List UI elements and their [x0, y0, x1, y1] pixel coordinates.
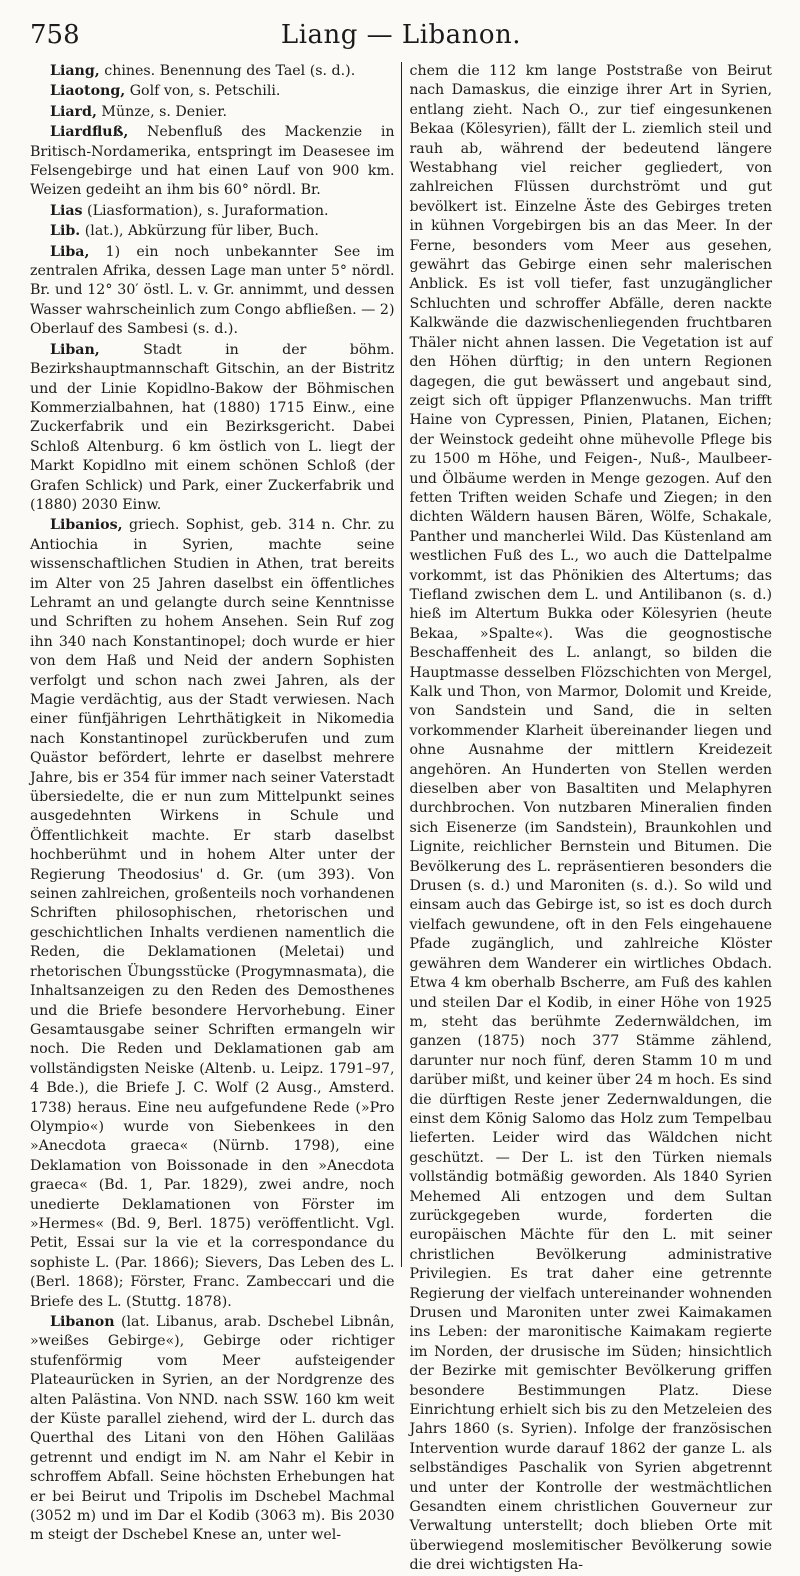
entry-text: (lat. Libanus, arab. Dschebel Libnân, »weißes Gebirge«), Gebirge oder richtiger stufenförmig vom Meer aufsteigender Plateaurücken in Syrien, an der Nordgrenze des alten Palästina. Von NND. nach SSW. 160 km weit der Küste parallel ziehend, wird der L. durch das Querthal des Litani von den Höhen Galiläas getrennt und endigt im N. am Nahr el Kebir in schroffem Abfall. Seine höchsten Erhebungen hat er bei Beirut und Tripolis im Dschebel Machmal (3052 m) und im Dar el Kodib (3063 m). Bis 2030 m steigt der Dschebel Knese an, unter wel-	[30, 1314, 395, 1544]
entry-text: chines. Benennung des Tael (s. d.).	[99, 63, 356, 79]
entry-lemma: Liaotong,	[50, 83, 126, 100]
dictionary-entry	[30, 222, 395, 241]
dictionary-entry	[30, 243, 395, 340]
page-header	[30, 14, 772, 58]
dictionary-entry	[30, 341, 395, 516]
entry-text: Nebenfluß des Mackenzie in Britisch-Nordamerika, entspringt im Deasesee im Felsengebirge und hat einen Lauf von 900 km. Weizen gedeiht an ihm bis 60° nördl. Br.	[30, 124, 395, 199]
left-column	[30, 62, 401, 1544]
entry-text: griech. Sophist, geb. 314 n. Chr. zu Antiochia in Syrien, machte seine wissenschaftlichen Studien in Athen, trat bereits im Alter von 25 Jahren daselbst ein öffentliches Lehramt an und gelangte durch seine Kenntnisse und Schriften zu hohem Ansehen. Sein Ruf zog ihn 340 nach Konstantinopel; doch wurde er hier von dem Haß und Neid der andern Sophisten verfolgt und schon nach zwei Jahren, als der Magie verdächtig, aus der Stadt verwiesen. Nach einer fünfjährigen Lehrthätigkeit in Nikomedia nach Konstantinopel zurückberufen und zum Quästor befördert, lehrte er daselbst mehrere Jahre, bis er 354 für immer nach seiner Vaterstadt übersiedelte, die er nun zum Mittelpunkt seines ausgedehnten Wirkens in Schule und Öffentlichkeit machte. Er starb daselbst hochberühmt und in hohem Alter unter der Regierung Theodosius' d. Gr. (um 393). Von seinen zahlreichen, großenteils noch vorhandenen Schriften philosophischen, rhetorischen und geschichtlichen Inhalts verdienen namentlich die Reden, die Deklamationen (Meletai) und rhetorischen Übungsstücke (Progymnasmata), die Inhaltsanzeigen zu den Reden des Demosthenes und die Briefe besondere Hervorhebung. Einer Gesamtausgabe seiner Schriften ermangeln wir noch. Die Reden und Deklamationen gab am vollständigsten Neiske (Altenb. u. Leipz. 1791–97, 4 Bde.), die Briefe J. C. Wolf (2 Ausg., Amsterd. 1738) heraus. Eine neu aufgefundene Rede (»Pro Olympio«) wurde von Siebenkees in den »Anecdota graeca« (Nürnb. 1798), eine Deklamation von Boissonade in den »Anecdota graeca« (Bd. 1, Par. 1829), zwei andre, noch unedierte Deklamationen von Förster im »Hermes« (Bd. 9, Berl. 1875) veröffentlicht. Vgl. Petit, Essai sur la vie et la correspondance du sophiste L. (Par. 1866); Sievers, Das Leben des L. (Berl. 1868); Förster, Franc. Zambeccari und die Briefe des L. (Stuttg. 1878).	[30, 517, 395, 1310]
entry-lemma: Liardfluß,	[50, 124, 129, 141]
entry-continuation: chem die 112 km lange Poststraße von Beirut nach Damaskus, die einzige ihrer Art in Syrien, entlang zieht. Nach O., zur tief eingesunkenen Bekaa (Kölesyrien), fällt der L. ziemlich steil und rauh ab, während der bedeutend längere Westabhang viel reicher gegliedert, von zahlreichen Flüssen durchströmt und gut bevölkert ist. Einzelne Äste des Gebirges treten in kühnen Vorgebirgen bis an das Meer. In der Ferne, besonders vom Meer aus gesehen, gewährt das Gebirge einen sehr malerischen Anblick. Es ist voll tiefer, fast unzugänglicher Schluchten und schroffer Abfälle, deren nackte Kalkwände die dazwischenliegenden fruchtbaren Thäler nicht ahnen lassen. Die Vegetation ist auf den Höhen dürftig; in den untern Regionen dagegen, die gut bewässert und angebaut sind, zeigt sich oft üppiger Pflanzenwuchs. Man trifft Haine von Cypressen, Pinien, Platanen, Eichen; der Weinstock gedeiht ohne mühevolle Pflege bis zu 1500 m Höhe, und Feigen-, Nuß-, Maulbeer- und Ölbäume werden in Menge gezogen. Auf den fetten Triften weiden Schafe und Ziegen; in den dichten Wäldern hausen Bären, Wölfe, Schakale, Panther und mancherlei Wild. Das Küstenland am westlichen Fuß des L., wo auch die Dattelpalme vorkommt, ist das Phönikien des Altertums; das Tiefland zwischen dem L. und Antilibanon (s. d.) hieß im Altertum Bukka oder Kölesyrien (heute Bekaa, »Spalte«). Was die geognostische Beschaffenheit des L. anlangt, so bilden die Hauptmasse desselben Flözschichten von Mergel, Kalk und Thon, von Marmor, Dolomit und Kreide, von Sandstein und Sand, die in selten vorkommender Klarheit übereinander liegen und ohne Ausnahme der mittlern Kreidezeit angehören. An Hunderten von Stellen werden dieselben aber von Basaltiten und Melaphyren durchbrochen. Von nutzbaren Mineralien finden sich Eisenerze (im Sandstein), Braunkohlen und Lignite, reichlicher Bernstein und Bitumen. Die Bevölkerung des L. repräsentieren besonders die Drusen (s. d.) und Maroniten (s. d.). So wild und einsam auch das Gebirge ist, so ist es doch durch vielfach gewundene, oft in den Fels eingehauene Pfade zugänglich, und zahlreiche Klöster gewähren dem Wanderer ein wirtliches Obdach. Etwa 4 km oberhalb Bscherre, am Fuß des kahlen und steilen Dar el Kodib, in einer Höhe von 1925 m, steht das berühmte Zedernwäldchen, im ganzen (1875) noch 377 Stämme zählend, darunter nur noch fünf, deren Stamm 10 m und darüber mißt, und keiner über 24 m hoch. Es sind die dürftigen Reste jener Zedernwaldungen, die einst dem König Salomo das Holz zum Tempelbau lieferten. Leider wird das Wäldchen nicht geschützt. — Der L. ist den Türken niemals vollständig botmäßig geworden. Als 1840 Syrien Mehemed Ali entzogen und dem Sultan zurückgegeben wurde, forderten die europäischen Mächte für den L. mit seiner christlichen Bevölkerung administrative Privilegien. Es trat daher eine getrennte Regierung der vielfach untereinander wohnenden Drusen und Maroniten unter zwei Kaimakamen ins Leben: der maronitische Kaimakam regierte im Norden, der drusische im Süden; hinsichtlich der Bezirke mit gemischter Bevölkerung griffen besondere Bestimmungen Platz. Diese Einrichtung erhielt sich bis zu den Metzeleien des Jahrs 1860 (s. Syrien). Infolge der französischen Intervention wurde darauf 1862 der ganze L. als selbständiges Paschalik von Syrien abgetrennt und unter der Kontrolle der westmächtlichen Gesandten einem christlichen Gouverneur zur Verwaltung unterstellt; doch blieben Orte mit überwiegend moslemitischer Bevölkerung sowie die drei wichtigsten Ha-	[409, 63, 772, 1574]
entry-text: 1) ein noch unbekannter See im zentralen Afrika, dessen Lage man unter 5° nördl. Br. und 12° 30′ östl. L. v. Gr. annimmt, und dessen Wasser wahrscheinlich zum Congo abfließen. — 2) Oberlauf des Sambesi (s. d.).	[30, 243, 395, 338]
dictionary-entry	[30, 1313, 395, 1546]
entry-lemma: Liba,	[50, 243, 90, 260]
dictionary-entry	[30, 62, 395, 81]
entry-lemma: Liban,	[50, 341, 100, 358]
dictionary-entry	[30, 516, 395, 1312]
dictionary-entry	[30, 202, 395, 221]
dictionary-entry	[30, 123, 395, 201]
entry-lemma: Lias	[50, 202, 83, 219]
page-number: 758	[30, 20, 80, 50]
right-column	[402, 62, 773, 1574]
entry-lemma: Liard,	[50, 103, 97, 120]
entry-lemma: Liang,	[50, 63, 100, 79]
entry-text: (lat.), Abkürzung für liber, Buch.	[80, 223, 319, 240]
entry-lemma: Libanon	[50, 1314, 115, 1330]
dictionary-entry	[30, 82, 395, 101]
entry-text: (Liasformation), s. Juraformation.	[82, 202, 329, 219]
entry-lemma: Libanios,	[50, 517, 123, 534]
entry-lemma: Lib.	[50, 223, 81, 240]
entry-text: Golf von, s. Petschili.	[125, 83, 281, 100]
entry-text: Stadt in der böhm. Bezirkshauptmannschaft Gitschin, an der Bistritz und der Linie Kopidlno-Bakow der Böhmischen Kommerzialbahnen, hat (1880) 1715 Einw., eine Zuckerfabrik und ein Bezirksgericht. Dabei Schloß Altenburg. 6 km östlich von L. liegt der Markt Kopidlno mit einem schönen Schloß (der Grafen Schlick) und Park, einer Zuckerfabrik und (1880) 2030 Einw.	[30, 341, 395, 513]
entry-text: Münze, s. Denier.	[96, 103, 227, 120]
text-columns	[30, 62, 772, 1574]
dictionary-entry	[30, 103, 395, 122]
running-head: Liang — Libanon.	[280, 20, 522, 50]
